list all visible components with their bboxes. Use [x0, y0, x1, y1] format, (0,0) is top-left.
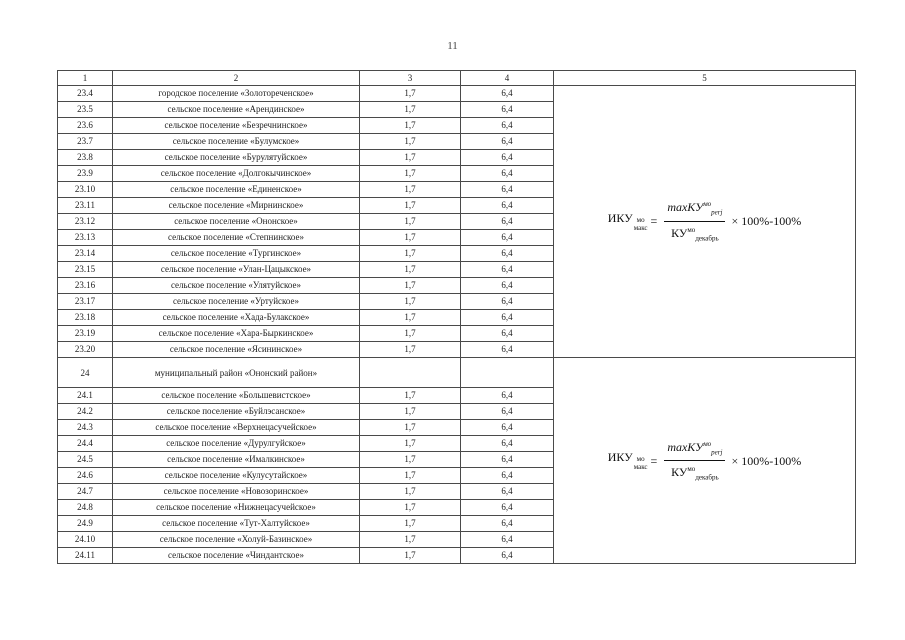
row-number: 23.9 [58, 166, 113, 182]
municipality-name: сельское поселение «Тургинское» [113, 246, 360, 262]
row-number: 23.12 [58, 214, 113, 230]
column-header: 3 [360, 71, 461, 86]
formula-lhs-sub: макс [633, 463, 648, 471]
value-col3 [360, 358, 461, 388]
value-col4: 6,4 [461, 326, 554, 342]
formula [608, 197, 801, 247]
value-col4: 6,4 [461, 342, 554, 358]
municipality-name: сельское поселение «Долгокычинское» [113, 166, 360, 182]
value-col3: 1,7 [360, 86, 461, 102]
table-row [58, 86, 856, 102]
municipality-name: муниципальный район «Ононский район» [113, 358, 360, 388]
table-row [58, 358, 856, 388]
municipality-name: сельское поселение «Улятуйское» [113, 278, 360, 294]
row-number: 23.14 [58, 246, 113, 262]
value-col3: 1,7 [360, 310, 461, 326]
municipality-name: сельское поселение «Булумское» [113, 134, 360, 150]
formula-multiplier: × 100%-100% [731, 453, 802, 468]
row-number: 23.8 [58, 150, 113, 166]
value-col4: 6,4 [461, 310, 554, 326]
formula-num-sup: мо [703, 199, 712, 208]
municipality-name: сельское поселение «Большевистское» [113, 388, 360, 404]
value-col3: 1,7 [360, 404, 461, 420]
formula-denominator [668, 222, 722, 246]
value-col4: 6,4 [461, 86, 554, 102]
row-number: 23.11 [58, 198, 113, 214]
formula-num-sup: мо [703, 439, 712, 448]
column-header: 5 [554, 71, 856, 86]
municipality-name: сельское поселение «Улан-Цацыкское» [113, 262, 360, 278]
formula-fraction [664, 197, 725, 247]
column-header: 4 [461, 71, 554, 86]
formula-lhs-sup: мо [636, 216, 645, 224]
value-col3: 1,7 [360, 198, 461, 214]
value-col4: 6,4 [461, 420, 554, 436]
row-number: 24.10 [58, 532, 113, 548]
row-number: 23.5 [58, 102, 113, 118]
value-col3: 1,7 [360, 150, 461, 166]
page-number: 11 [447, 40, 458, 52]
formula-cell [554, 86, 856, 358]
formula-den-main: КУ [671, 465, 688, 479]
value-col3: 1,7 [360, 166, 461, 182]
formula-numerator [664, 197, 725, 222]
value-col3: 1,7 [360, 420, 461, 436]
value-col4: 6,4 [461, 246, 554, 262]
formula-lhs: ИКУ [607, 450, 633, 464]
formula-lhs: ИКУ [607, 211, 633, 225]
value-col4: 6,4 [461, 102, 554, 118]
row-number: 24.1 [58, 388, 113, 404]
municipality-name: сельское поселение «Хара-Быркинское» [113, 326, 360, 342]
municipality-name: сельское поселение «Нижнецасучейское» [113, 500, 360, 516]
value-col4: 6,4 [461, 500, 554, 516]
formula-num-main: maxКУ [667, 199, 704, 214]
municipality-name: сельское поселение «Верхнецасучейское» [113, 420, 360, 436]
value-col3: 1,7 [360, 548, 461, 564]
value-col4: 6,4 [461, 468, 554, 484]
formula-numerator [664, 437, 725, 461]
formula-den-sup: мо [687, 226, 696, 234]
value-col3: 1,7 [360, 118, 461, 134]
formula-equals: = [650, 453, 658, 468]
municipality-name: сельское поселение «Единенское» [113, 182, 360, 198]
value-col4: 6,4 [461, 548, 554, 564]
value-col4: 6,4 [461, 388, 554, 404]
municipality-name: сельское поселение «Дурулгуйское» [113, 436, 360, 452]
column-header: 1 [58, 71, 113, 86]
municipality-name: городское поселение «Золотореченское» [113, 86, 360, 102]
municipality-name: сельское поселение «Новозоринское» [113, 484, 360, 500]
value-col4: 6,4 [461, 262, 554, 278]
formula-cell [554, 358, 856, 564]
value-col3: 1,7 [360, 182, 461, 198]
value-col4: 6,4 [461, 294, 554, 310]
value-col3: 1,7 [360, 436, 461, 452]
row-number: 23.19 [58, 326, 113, 342]
municipality-name: сельское поселение «Мирнинское» [113, 198, 360, 214]
municipality-name: сельское поселение «Безречнинское» [113, 118, 360, 134]
value-col4: 6,4 [461, 278, 554, 294]
value-col3: 1,7 [360, 326, 461, 342]
value-col4: 6,4 [461, 150, 554, 166]
value-col3: 1,7 [360, 278, 461, 294]
value-col3: 1,7 [360, 230, 461, 246]
value-col4: 6,4 [461, 118, 554, 134]
value-col3: 1,7 [360, 102, 461, 118]
formula-lhs-sup: мо [636, 455, 645, 463]
municipality-name: сельское поселение «Хада-Булакское» [113, 310, 360, 326]
formula-lhs-sub: макс [633, 224, 648, 232]
formula-denominator [668, 461, 722, 484]
municipality-name: сельское поселение «Бурулятуйское» [113, 150, 360, 166]
row-number: 23.15 [58, 262, 113, 278]
municipality-name: сельское поселение «Ималкинское» [113, 452, 360, 468]
value-col3: 1,7 [360, 342, 461, 358]
value-col4 [461, 358, 554, 388]
formula-den-main: КУ [671, 226, 688, 240]
row-number: 24.7 [58, 484, 113, 500]
value-col3: 1,7 [360, 468, 461, 484]
row-number: 24.11 [58, 548, 113, 564]
table-header-row [58, 71, 856, 86]
value-col4: 6,4 [461, 484, 554, 500]
formula-den-sub: декабрь [695, 234, 719, 243]
formula-den-sup: мо [687, 465, 696, 473]
row-number: 23.6 [58, 118, 113, 134]
value-col3: 1,7 [360, 294, 461, 310]
row-number: 23.13 [58, 230, 113, 246]
formula-den-sub: декабрь [695, 473, 719, 482]
value-col4: 6,4 [461, 166, 554, 182]
value-col3: 1,7 [360, 516, 461, 532]
value-col3: 1,7 [360, 388, 461, 404]
value-col4: 6,4 [461, 532, 554, 548]
municipality-name: сельское поселение «Тут-Халтуйское» [113, 516, 360, 532]
municipality-name: сельское поселение «Ясининское» [113, 342, 360, 358]
value-col3: 1,7 [360, 134, 461, 150]
value-col4: 6,4 [461, 230, 554, 246]
value-col3: 1,7 [360, 214, 461, 230]
municipality-name: сельское поселение «Арендинское» [113, 102, 360, 118]
municipality-name: сельское поселение «Уртуйское» [113, 294, 360, 310]
municipality-name: сельское поселение «Степнинское» [113, 230, 360, 246]
row-number: 24.4 [58, 436, 113, 452]
municipality-name: сельское поселение «Буйлэсанское» [113, 404, 360, 420]
row-number: 24.9 [58, 516, 113, 532]
formula [608, 437, 801, 485]
formula-equals: = [650, 214, 658, 228]
value-col3: 1,7 [360, 484, 461, 500]
tariff-table [57, 70, 856, 564]
row-number: 23.10 [58, 182, 113, 198]
value-col3: 1,7 [360, 452, 461, 468]
row-number: 24.5 [58, 452, 113, 468]
row-number: 24.6 [58, 468, 113, 484]
value-col4: 6,4 [461, 134, 554, 150]
row-number: 24 [58, 358, 113, 388]
row-number: 23.16 [58, 278, 113, 294]
row-number: 23.18 [58, 310, 113, 326]
row-number: 24.8 [58, 500, 113, 516]
value-col3: 1,7 [360, 246, 461, 262]
value-col3: 1,7 [360, 500, 461, 516]
value-col4: 6,4 [461, 452, 554, 468]
value-col4: 6,4 [461, 214, 554, 230]
municipality-name: сельское поселение «Чиндантское» [113, 548, 360, 564]
value-col3: 1,7 [360, 532, 461, 548]
value-col4: 6,4 [461, 516, 554, 532]
value-col4: 6,4 [461, 404, 554, 420]
row-number: 23.7 [58, 134, 113, 150]
municipality-name: сельское поселение «Холуй-Базинское» [113, 532, 360, 548]
formula-multiplier: × 100%-100% [731, 214, 802, 228]
row-number: 23.4 [58, 86, 113, 102]
formula-num-sub: perj [711, 208, 723, 216]
row-number: 24.3 [58, 420, 113, 436]
formula-fraction [664, 437, 725, 485]
municipality-name: сельское поселение «Кулусутайское» [113, 468, 360, 484]
column-header: 2 [113, 71, 360, 86]
value-col3: 1,7 [360, 262, 461, 278]
formula-num-sub: perj [711, 448, 723, 456]
value-col4: 6,4 [461, 436, 554, 452]
value-col4: 6,4 [461, 198, 554, 214]
row-number: 23.17 [58, 294, 113, 310]
municipality-name: сельское поселение «Ононское» [113, 214, 360, 230]
formula-num-main: maxКУ [667, 439, 704, 454]
value-col4: 6,4 [461, 182, 554, 198]
row-number: 24.2 [58, 404, 113, 420]
row-number: 23.20 [58, 342, 113, 358]
